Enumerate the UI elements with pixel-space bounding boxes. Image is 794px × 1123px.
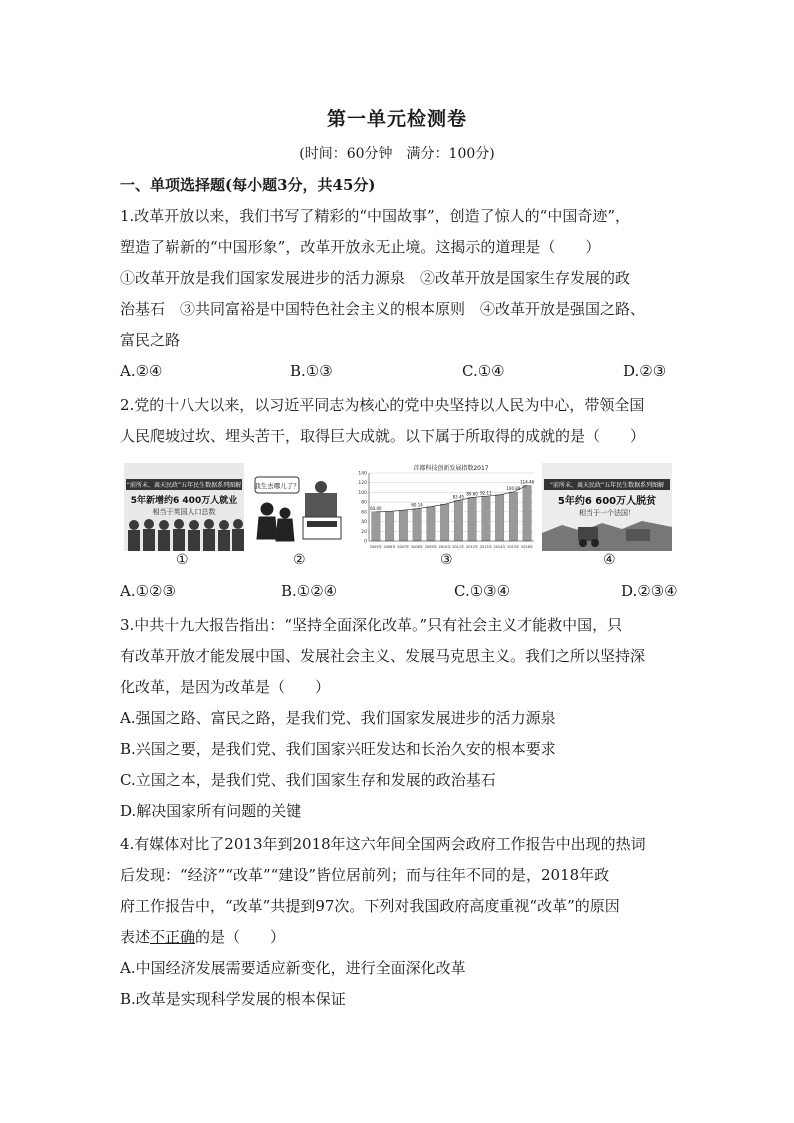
q3-option-c[interactable]: C.立国之本，是我们党、我们国家生存和发展的政治基石 bbox=[120, 771, 496, 789]
q4-line: 后发现：“经济”“改革”“建设”皆位居前列；而与往年不同的是，2018年政 bbox=[120, 866, 610, 884]
image-caption: ① bbox=[176, 552, 189, 568]
infographic-headline: 5年新增约6 400万人就业 bbox=[130, 496, 238, 506]
q4-line: 4.有媒体对比了2013年到2018年这六年间全国两会政府工作报告中出现的热词 bbox=[120, 835, 646, 853]
q1-line: 1.改革开放以来，我们书写了精彩的“中国故事”，创造了惊人的“中国奇迹”， bbox=[120, 207, 630, 225]
chart-bar bbox=[468, 497, 477, 541]
bar-data-label: 89.60 bbox=[466, 491, 478, 497]
y-tick-label: 40 bbox=[361, 520, 367, 526]
q1-option-a[interactable]: A.②④ bbox=[120, 362, 163, 380]
chart-bar bbox=[523, 485, 532, 541]
q3-option-b[interactable]: B.兴国之要，是我们党、我们国家兴旺发达和长治久安的根本要求 bbox=[120, 740, 556, 758]
x-tick-label: 2012年 bbox=[466, 545, 479, 549]
chart-bar bbox=[427, 507, 436, 541]
bar-data-label: 60.00 bbox=[370, 505, 382, 511]
q3-line: 化改革，是因为改革是（ ） bbox=[120, 678, 331, 696]
q1-line: 塑造了崭新的“中国形象”，改革开放永无止境。这揭示的道理是（ ） bbox=[120, 238, 601, 256]
page-subtitle: (时间：60分钟 满分：100分) bbox=[299, 146, 495, 162]
x-tick-label: 2006年 bbox=[383, 545, 396, 549]
x-tick-label: 2005年 bbox=[369, 545, 382, 549]
chart-bar bbox=[372, 512, 381, 541]
bar-data-label: 83.45 bbox=[452, 494, 465, 500]
section-heading: 一、单项选择题(每小题3分，共45分) bbox=[120, 176, 376, 194]
chart-bar bbox=[413, 509, 422, 541]
image-caption: ④ bbox=[603, 552, 616, 568]
employment-infographic bbox=[124, 463, 244, 551]
x-tick-label: 2016年 bbox=[521, 545, 534, 549]
bar-data-label: 100.89 bbox=[506, 485, 521, 491]
q1-line: 富民之路 bbox=[120, 331, 181, 349]
chart-bar bbox=[399, 510, 408, 541]
q1-option-d[interactable]: D.②③ bbox=[623, 362, 667, 380]
infographic-subline: 相当于一个法国！ bbox=[579, 509, 635, 517]
y-tick-label: 20 bbox=[361, 529, 367, 535]
x-tick-label: 2015年 bbox=[507, 545, 520, 549]
q2-option-c[interactable]: C.①③④ bbox=[454, 582, 511, 600]
q2-line: 人民爬坡过坎、埋头苦干，取得巨大成就。以下属于所取得的成就的是（ ） bbox=[120, 427, 646, 445]
q4-text: 的是（ ） bbox=[195, 928, 286, 946]
image-caption: ② bbox=[293, 552, 306, 568]
innovation-index-chart bbox=[351, 463, 538, 551]
chart-bar bbox=[482, 496, 491, 541]
x-tick-label: 2007年 bbox=[397, 545, 410, 549]
cartoon-speech-bubble: 我生去哪儿了？ bbox=[254, 482, 300, 490]
q4-line: 府工作报告中，“改革”共提到97次。下列对我国政府高度重视“改革”的原因 bbox=[120, 897, 620, 915]
y-tick-label: 60 bbox=[361, 510, 367, 516]
bar-data-label: 92.11 bbox=[480, 490, 492, 496]
q3-line: 3.中共十九大报告指出：“坚持全面深化改革。”只有社会主义才能救中国，只 bbox=[120, 616, 623, 634]
q4-option-b[interactable]: B.改革是实现科学发展的根本保证 bbox=[120, 990, 346, 1008]
y-tick-label: 120 bbox=[358, 481, 367, 487]
x-tick-label: 2008年 bbox=[411, 545, 424, 549]
y-tick-label: 0 bbox=[364, 539, 367, 545]
infographic-subline: 相当于英国人口总数 bbox=[152, 508, 216, 516]
chart-bar bbox=[495, 495, 504, 541]
q4-option-a[interactable]: A.中国经济发展需要适应新变化，进行全面深化改革 bbox=[120, 959, 466, 977]
q3-option-a[interactable]: A.强国之路、富民之路，是我们党、我们国家发展进步的活力源泉 bbox=[120, 709, 556, 727]
q1-option-c[interactable]: C.①④ bbox=[462, 362, 505, 380]
chart-title: 首都科技创新发展指数2017 bbox=[413, 465, 489, 472]
x-tick-label: 2014年 bbox=[493, 545, 506, 549]
q4-line bbox=[120, 926, 285, 947]
y-tick-label: 80 bbox=[361, 500, 367, 506]
chart-bar bbox=[454, 500, 463, 541]
bar-chart bbox=[351, 463, 538, 551]
q1-option-b[interactable]: B.①③ bbox=[290, 362, 333, 380]
y-tick-label: 100 bbox=[358, 490, 367, 496]
q3-line: 有改革开放才能发展中国、发展社会主义、发展马克思主义。我们之所以坚持深 bbox=[120, 647, 646, 665]
image-caption: ③ bbox=[440, 552, 453, 568]
q4-emphasis: 不正确 bbox=[150, 928, 196, 946]
q4-text: 表述 bbox=[120, 928, 151, 946]
chart-bar bbox=[385, 511, 394, 541]
poverty-infographic bbox=[542, 463, 672, 551]
q2-option-d[interactable]: D.②③④ bbox=[621, 582, 678, 600]
q1-line: 治基石 ③共同富裕是中国特色社会主义的根本原则 ④改革开放是强国之路、 bbox=[120, 300, 646, 318]
y-tick-label: 140 bbox=[358, 471, 367, 477]
infographic-banner: “前所未、离天民政”五年民生数据系列图解 bbox=[126, 482, 242, 489]
x-tick-label: 2010年 bbox=[438, 545, 451, 549]
q1-line: ①改革开放是我们国家发展进步的活力源泉 ②改革开放是国家生存发展的政 bbox=[120, 269, 631, 287]
cartoon-image bbox=[247, 463, 347, 551]
bar-data-label: 114.46 bbox=[520, 479, 535, 485]
page-title: 第一单元检测卷 bbox=[326, 108, 467, 130]
q2-option-b[interactable]: B.①②④ bbox=[281, 582, 338, 600]
chart-bar bbox=[509, 492, 518, 541]
trend-line bbox=[376, 485, 527, 511]
q2-option-a[interactable]: A.①②③ bbox=[120, 582, 176, 600]
x-tick-label: 2009年 bbox=[424, 545, 437, 549]
x-tick-label: 2011年 bbox=[452, 545, 465, 549]
bar-data-label: 60.14 bbox=[411, 502, 423, 508]
x-tick-label: 2013年 bbox=[479, 545, 492, 549]
chart-bar bbox=[440, 504, 449, 541]
q3-option-d[interactable]: D.解决国家所有问题的关键 bbox=[120, 802, 302, 820]
q2-line: 2.党的十八大以来，以习近平同志为核心的党中央坚持以人民为中心，带领全国 bbox=[120, 396, 645, 414]
infographic-banner: “前所未、离天民政”五年民生数据系列图解 bbox=[549, 482, 665, 489]
infographic-headline: 5年约6 600万人脱贫 bbox=[557, 496, 657, 507]
